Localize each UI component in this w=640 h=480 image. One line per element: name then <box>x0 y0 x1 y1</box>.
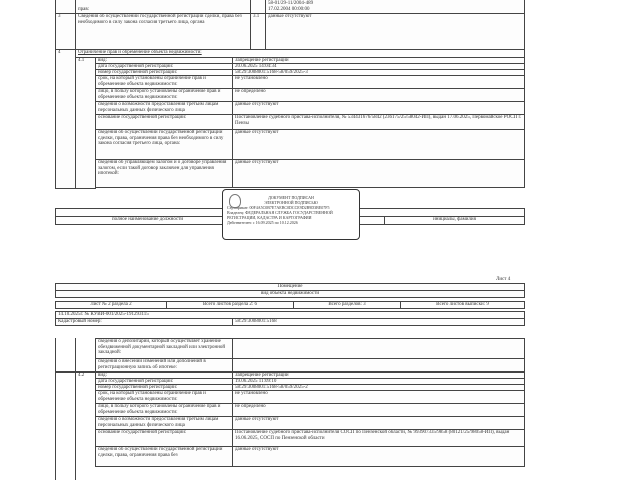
cadastral-label: Кадастровый номер: <box>55 318 233 326</box>
stamp-line: ДОКУМЕНТ ПОДПИСАН <box>268 195 314 200</box>
reg-date: 17.02.2004 00:00:00 <box>268 6 310 12</box>
stamp-line: РЕГИСТРАЦИИ, КАДАСТРА И КАРТОГРАФИИ <box>227 215 312 220</box>
encumbrance-value: 20.06.2025 14:04:34 <box>232 63 525 70</box>
encumbrance-value: Запрещение регистрации <box>232 57 525 64</box>
encumbrance-value: 19.06.2025 11:09:10 <box>232 378 525 385</box>
encumbrance-label: номер государственной регистрации: <box>95 69 233 76</box>
encumbrance-value: не установлено <box>232 75 525 89</box>
stamp-line: Сертификат: 00F4A5C0B7E7AEBC0DCCE9D2B9D3BE07F5 <box>227 205 330 210</box>
encumbrance-value: Запрещение регистрации <box>232 372 525 379</box>
encumbrance-label: сведения об осуществлении государственной регистрации сделки, права, ограничения права без <box>95 446 233 467</box>
sheet-info: Всего разделов: 3 <box>293 301 401 309</box>
encumbrance-value: не определено <box>232 403 525 417</box>
row3-label: Сведения об осуществлении государственной регистрации сделки, права без необходимого в силу закона согласия третьего лица, органа <box>75 13 251 50</box>
sub-cell <box>250 0 266 14</box>
encumbrance-label: сведения о возможности предоставления третьим лицам персональных данных физического лица <box>95 416 233 430</box>
encumbrance-label: сведения об управляющем залогом и о договоре управления залогом, если такой договор заключен для управления ипотекой: <box>95 159 233 188</box>
signature-position-label: полное наименование должности <box>55 216 240 225</box>
signature-name-label: инициалы, фамилия <box>384 216 525 225</box>
sheet-info: Всего листов выписки: 9 <box>400 301 525 309</box>
stamp-line: Владелец: ФЕДЕРАЛЬНАЯ СЛУЖБА ГОСУДАРСТВЕННОЙ <box>227 210 333 215</box>
electronic-signature-stamp <box>222 189 360 240</box>
encumbrance-value: данные отсутствуют <box>232 416 525 430</box>
prava-label: прав: <box>78 7 90 12</box>
row3-value: данные отсутствуют <box>265 13 525 50</box>
value-cell <box>265 0 525 14</box>
row42-sub: 4.2 <box>78 373 85 378</box>
encumbrance-label: сведения о возможности предоставления третьим лицам персональных данных физического лица <box>95 101 233 115</box>
encumbrance-label: основание государственной регистрации: <box>95 429 233 447</box>
row3-sub: 3.1 <box>250 13 266 50</box>
encumbrance-label: основание государственной регистрации: <box>95 114 233 130</box>
encumbrance-value: данные отсутствуют <box>232 129 525 160</box>
row-num-cell <box>55 0 76 14</box>
encumbrance-label: вид: <box>95 372 233 379</box>
depositary-value <box>232 338 525 359</box>
amendments-value <box>232 358 525 372</box>
encumbrance-value: 58:29:3008001:5168-58/059/2025-2 <box>232 384 525 391</box>
encumbrance-value: данные отсутствуют <box>232 159 525 188</box>
encumbrance-label: лицо, в пользу которого установлены ограничение прав и обременение объекта недвижимости: <box>95 403 233 417</box>
encumbrance-value: данные отсутствуют <box>232 446 525 467</box>
encumbrance-value: данные отсутствуют <box>232 101 525 115</box>
encumbrance-value: Постановление судебного пристава-исполнителя, № 534431676/5842 (236175/25/58042-ИП), выдан 17.06.2025, Первомайское РОСП г. Пензы <box>232 114 525 130</box>
label-cell <box>75 0 251 14</box>
row4-num: 4 <box>55 49 76 189</box>
vertical-rule <box>55 338 56 480</box>
encumbrance-label: вид: <box>95 57 233 64</box>
encumbrance-label: дата государственной регистрации: <box>95 63 233 70</box>
row3-num: 3 <box>55 13 76 50</box>
extract-date-number: 14.10.2025г. № КУВИ-001/2025-191293115 <box>55 311 525 319</box>
row4-heading: Ограничение прав и обременение объекта недвижимости: <box>75 49 525 58</box>
encumbrance-label: срок, на который установлены ограничение прав и обременение объекта недвижимости: <box>95 75 233 89</box>
vertical-rule <box>75 338 76 480</box>
stamp-line: ЭЛЕКТРОННОЙ ПОДПИСЬЮ <box>264 200 318 205</box>
encumbrance-label: дата государственной регистрации: <box>95 378 233 385</box>
reg-number: 58-01/29-11/2004-489 <box>268 1 314 6</box>
encumbrance-value: Постановление судебного пристава-исполнителя СОСП по Пензенской области, № 993907335/9858 (80121/25/98058-ИП), выдан 16.06.2025, СОСП по Пензенской области <box>232 429 525 447</box>
depositary-label: сведения о депозитарии, который осуществляет хранение обездвиженной документарной закладной или электронной закладной: <box>95 338 233 359</box>
encumbrance-label: номер государственной регистрации: <box>95 384 233 391</box>
emblem-icon <box>229 194 241 208</box>
sheet-info: Всего листов раздела 2: 6 <box>166 301 294 309</box>
row4-sub: 4.1 <box>75 57 96 189</box>
object-type: Помещение <box>55 283 525 291</box>
amendments-label: сведения о внесении изменений или дополнений в регистрационную запись об ипотеке: <box>95 358 233 372</box>
encumbrance-label: лицо, в пользу которого установлены ограничение прав и обременение объекта недвижимости: <box>95 88 233 102</box>
stamp-line: Действителен: с 16.09.2025 по 10.12.2026 <box>227 220 298 225</box>
encumbrance-value: не определено <box>232 88 525 102</box>
encumbrance-value: не установлено <box>232 390 525 404</box>
object-type-caption: вид объекта недвижимости <box>55 290 525 298</box>
encumbrance-label: срок, на который установлены ограничение прав и обременение объекта недвижимости: <box>95 390 233 404</box>
encumbrance-value: 58:29:3008001:5168-58/059/2025-3 <box>232 69 525 76</box>
encumbrance-label: сведения об осуществлении государственной регистрации сделки, права, ограничения права без необходимого в силу закона согласия третьего лица, органа: <box>95 129 233 160</box>
cadastral-value: 58:29:3008001:5168 <box>232 318 525 326</box>
sheet-number: Лист 4 <box>496 277 511 282</box>
sheet-info: Лист № 2 раздела 2 <box>55 301 167 309</box>
